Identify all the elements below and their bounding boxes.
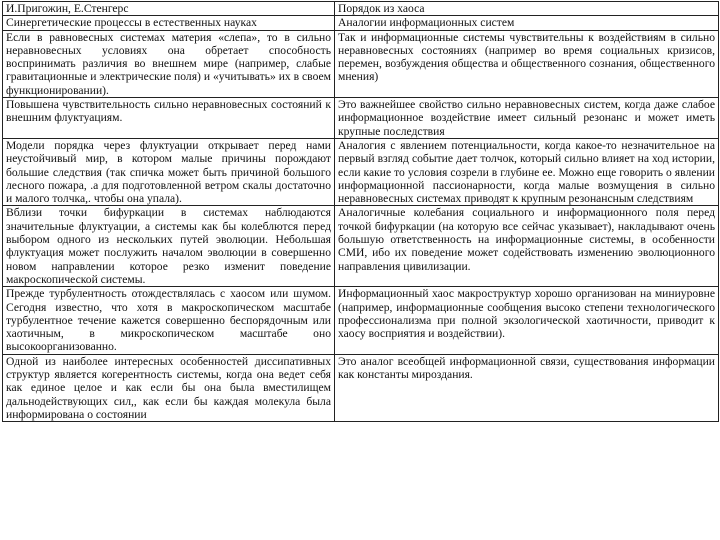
table-row: [3, 30, 719, 97]
row-right-cell: Информационный хаос макроструктур хорошо организован на миниуровне (например, информационные сообщения высоко степени технологического профессионализма при полной экзологической хаотичности, приводит к хаосу восприятия и воздействии).: [335, 287, 719, 354]
header-right-subtitle: Аналогии информационных систем: [335, 16, 719, 30]
comparison-table: [2, 1, 719, 422]
row-left-cell: Повышена чувствительность сильно неравновесных состояний к внешним флуктуациям.: [3, 98, 335, 139]
header-left-title: И.Пригожин, Е.Стенгерс: [3, 2, 335, 16]
row-left-cell: Одной из наиболее интересных особенностей диссипативных структур является когерентность системы, когда она ведет себя как единое целое и как если бы она была вместилищем дальнодействующих сил,, как если бы каждая молекула была информирована о состоянии: [3, 354, 335, 421]
table-subheader-row: [3, 16, 719, 30]
row-right-cell: Так и информационные системы чувствительны к воздействиям в сильно неравновесных состояниях (например во время социальных кризисов, перемен, возбуждения общества и общественного сознания, общественного мнения): [335, 30, 719, 97]
table-row: [3, 138, 719, 205]
header-left-subtitle: Синергетические процессы в естественных науках: [3, 16, 335, 30]
table-row: [3, 287, 719, 354]
row-right-cell: Это важнейшее свойство сильно неравновесных систем, когда даже слабое информационное воздействие имеет сильный резонанс и может иметь крупные последствия: [335, 98, 719, 139]
row-left-cell: Прежде турбулентность отождествлялась с хаосом или шумом. Сегодня известно, что хотя в макроскопическом масштабе турбулентное течение кажется совершенно беспорядочным или хаотичным, в микроскопическом масштабе оно высокоорганизованно.: [3, 287, 335, 354]
table-row: [3, 206, 719, 287]
row-right-cell: Аналогия с явлением потенциальности, когда какое-то незначительное на первый взгляд событие дает толчок, который сильно влияет на ход истории, если какие то условия созрели в глубине ее. Можно еще говорить о явлении информационной пассионарности, когда малые возмущения в сильно неравновесных системах приводят к крупным резонансным следствиям: [335, 138, 719, 205]
table-row: [3, 98, 719, 139]
row-right-cell: Аналогичные колебания социального и информационного поля перед точкой бифуркации (на которую все сейчас указывает), накладывают очень большую ответственность на информационные системы, в особенности СМИ, ибо их поведение может содействовать изменению эволюционного направления цивилизации.: [335, 206, 719, 287]
table-row: [3, 354, 719, 421]
row-left-cell: Вблизи точки бифуркации в системах наблюдаются значительные флуктуации, а системы как бы колеблются перед выбором одного из нескольких путей эволюции. Небольшая флуктуация может послужить началом эволюции в совершенно новом направлении которое резко изменит поведение макроскопической системы.: [3, 206, 335, 287]
header-right-title: Порядок из хаоса: [335, 2, 719, 16]
row-left-cell: Модели порядка через флуктуации открывает перед нами неустойчивый мир, в котором малые причины порождают большие следствия (так спичка может быть причиной большого лесного пожара, .а для подготовленной ветром скалы достаточно и малого толчка,. чтобы она упала).: [3, 138, 335, 205]
row-left-cell: Если в равновесных системах материя «слепа», то в сильно неравновесных условиях она обретает способность воспринимать различия во внешнем мире (например, слабые гравитационные и электрические поля) и «учитывать» их в своем функционировании).: [3, 30, 335, 97]
table-header-row: [3, 2, 719, 16]
row-right-cell: Это аналог всеобщей информационной связи, существования информации как константы мироздания.: [335, 354, 719, 421]
